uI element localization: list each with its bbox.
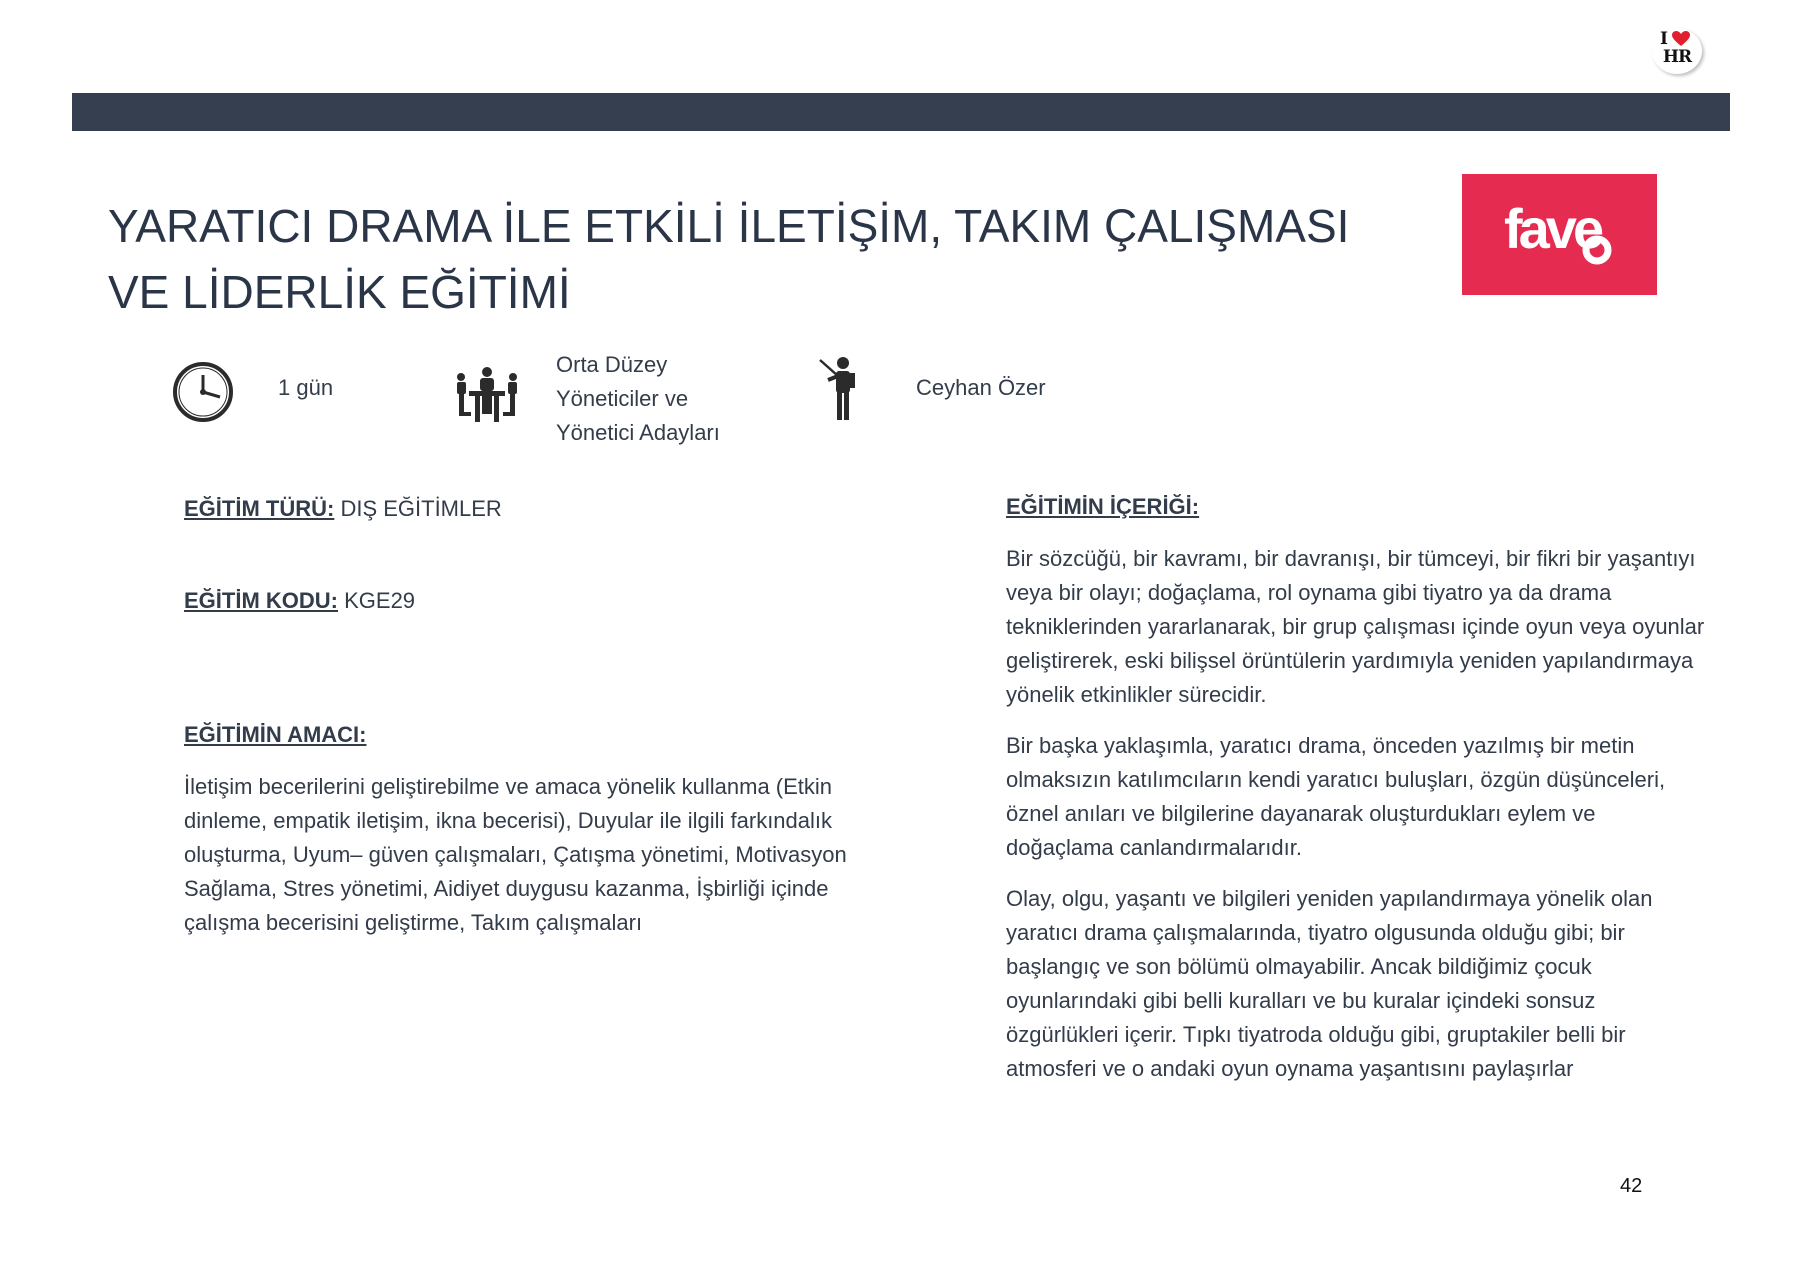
header-banner [72,93,1730,131]
logo-line2: HR [1662,47,1692,67]
meeting-icon [455,365,519,425]
content-heading: EĞİTİMİN İÇERİĞİ: [1006,494,1200,519]
content-paragraph-3: Olay, olgu, yaşantı ve bilgileri yeniden yapılandırmaya yönelik olan yaratıcı drama çalışmalarında, tiyatro olgusunda olduğu gibi; bir başlangıç ve son bölümü olmayabilir. Ancak bildiğimiz çocuk oyunlarındaki gibi belli kuralları ve bu kuralar içindeki sonsuz özgürlükleri içerir. Tıpkı tiyatroda olduğu gibi, gruptakiler belli bir atmosferi ve o andaki oyun oynama yaşantısını paylaşırlar [1006,886,1653,1081]
audience-line: Yönetici Adayları [556,420,720,445]
clock-icon [172,361,234,423]
training-code [184,588,415,614]
training-type-label: EĞİTİM TÜRÜ: [184,496,335,521]
presenter-icon [818,356,860,422]
heart-icon [1672,31,1690,47]
page-number: 42 [1620,1175,1643,1197]
page-title: YARATICI DRAMA İLE ETKİLİ İLETİŞİM, TAKIM ÇALIŞMASI VE LİDERLİK EĞİTİMİ [108,200,1350,318]
fave-logo-mark [1462,174,1657,295]
content-paragraph-1: Bir sözcüğü, bir kavramı, bir davranışı, bir tümceyi, bir fikri bir yaşantıyı veya bir olayı; doğaçlama, rol oynama gibi tiyatro ya da drama tekniklerinden yararlanarak, bir grup çalışması içinde oyun veya oyunlar geliştirerek, eski bilişsel örüntülerin yardımıyla yeniden yapılandırmaya yönelik etkinlikler sürecidir. [1006,546,1705,707]
purpose-text: İletişim becerilerini geliştirebilme ve amaca yönelik kullanma (Etkin dinleme, empatik iletişim, ikna becerisi), Duyular ile ilgili farkındalık oluşturma, Uyum– güven çalışmaları, Çatışma yönetimi, Motivasyon Sağlama, Stres yönetimi, Aidiyet duygusu kazanma, İşbirliği içinde çalışma becerisini geliştirme, Takım çalışmaları [184,774,847,935]
duration-text: 1 gün [278,375,334,400]
audience-line: Orta Düzey [556,352,668,377]
content-paragraph-2: Bir başka yaklaşımla, yaratıcı drama, önceden yazılmış bir metin olmaksızın katılımcıların kendi yaratıcı buluşları, özgün düşünceleri, öznel anıları ve bilgilerine dayanarak oluşturdukları eylem ve doğaçlama canlandırmalarıdır. [1006,733,1666,860]
audience-line: Yöneticiler ve [556,386,689,411]
training-type-value: DIŞ EĞİTİMLER [334,496,502,521]
ilovehr-logo [1652,28,1702,74]
trainer-name: Ceyhan Özer [916,375,1046,400]
training-type [184,496,502,522]
fave-logo-text: fave [1504,197,1601,260]
purpose-heading: EĞİTİMİN AMACI: [184,722,367,747]
logo-line1: I [1660,29,1668,49]
audience-text [556,348,720,450]
training-code-label: EĞİTİM KODU: [184,588,338,613]
training-code-value: KGE29 [338,588,416,613]
fave-logo [1462,174,1657,295]
